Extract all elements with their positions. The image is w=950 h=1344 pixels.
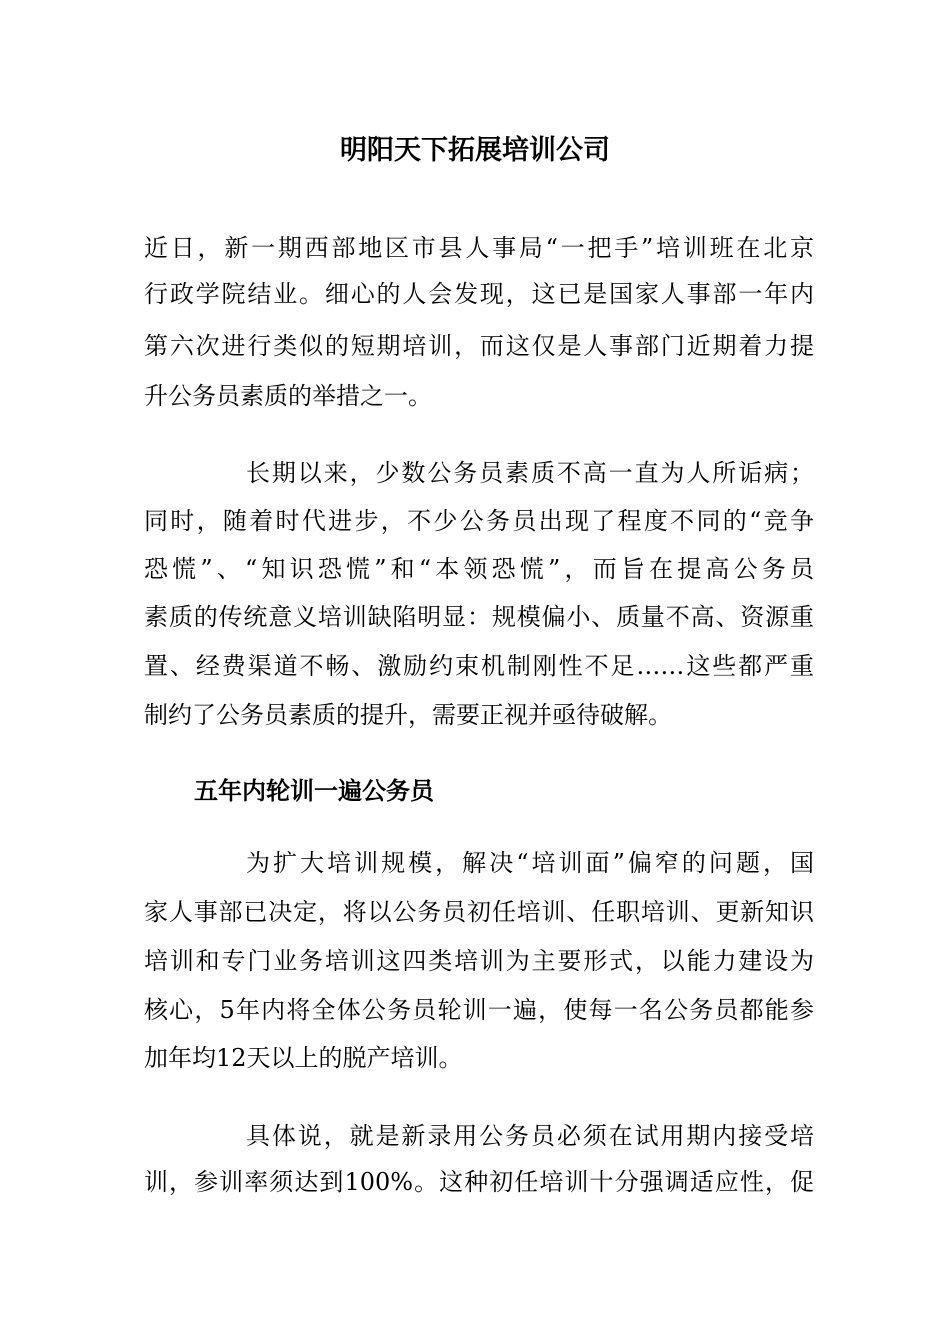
paragraph-2-line-4: 素质的传统意义培训缺陷明显：规模偏小、质量不高、资源重: [144, 603, 814, 631]
paragraph-2-line-2: 同时，随着时代进步，不少公务员出现了程度不同的“竞争: [144, 507, 814, 535]
paragraph-2-line-3: 恐慌”、“知识恐慌”和“本领恐慌”，而旨在提高公务员: [144, 555, 814, 583]
section-heading: 五年内轮训一遍公务员: [194, 776, 434, 805]
paragraph-1-line-2: 行政学院结业。细心的人会发现，这已是国家人事部一年内: [144, 280, 814, 308]
paragraph-2-line-6: 制约了公务员素质的提升，需要正视并亟待破解。: [144, 701, 672, 729]
paragraph-1-line-4: 升公务员素质的举措之一。: [144, 382, 432, 410]
paragraph-2-line-5: 置、经费渠道不畅、激励约束机制刚性不足……这些都严重: [144, 652, 814, 680]
paragraph-4-line-1: 具体说，就是新录用公务员必须在试用期内接受培: [246, 1122, 814, 1150]
paragraph-1-line-1: 近日，新一期西部地区市县人事局“一把手”培训班在北京: [144, 234, 814, 262]
paragraph-1-line-3: 第六次进行类似的短期培训，而这仅是人事部门近期着力提: [144, 332, 814, 360]
paragraph-4-line-2: 训，参训率须达到100%。这种初任培训十分强调适应性，促: [144, 1168, 814, 1196]
paragraph-2-line-1: 长期以来，少数公务员素质不高一直为人所诟病；: [246, 459, 814, 487]
document-title: 明阳天下拓展培训公司: [340, 135, 610, 166]
paragraph-3-line-2: 家人事部已决定，将以公务员初任培训、任职培训、更新知识: [144, 898, 814, 926]
paragraph-3-line-5: 加年均12天以上的脱产培训。: [144, 1044, 463, 1072]
paragraph-3-line-3: 培训和专门业务培训这四类培训为主要形式，以能力建设为: [144, 947, 814, 975]
paragraph-3-line-4: 核心，5年内将全体公务员轮训一遍，使每一名公务员都能参: [144, 996, 814, 1024]
paragraph-3-line-1: 为扩大培训规模，解决“培训面”偏窄的问题，国: [246, 849, 814, 877]
